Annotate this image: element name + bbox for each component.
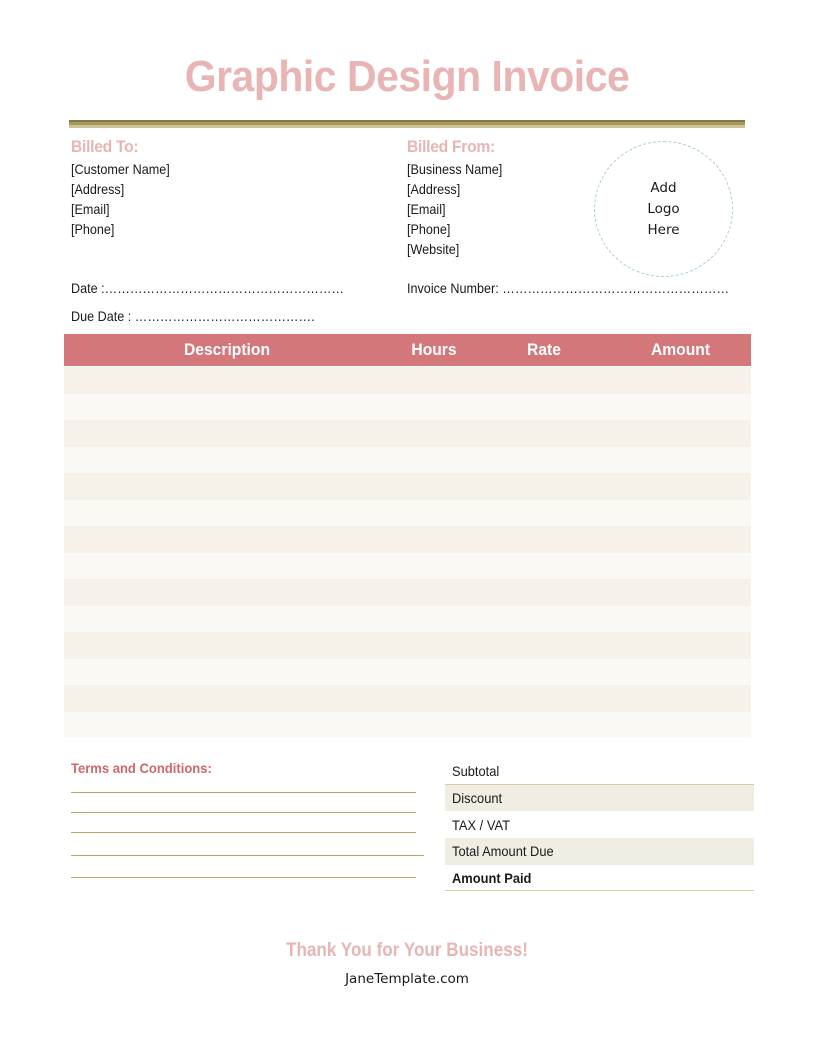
amount-paid-label: Amount Paid (452, 869, 532, 886)
subtotal-row[interactable] (445, 758, 754, 785)
terms-section (71, 760, 431, 776)
cell-rate[interactable] (478, 685, 610, 712)
cell-description[interactable] (64, 632, 390, 659)
terms-input-line[interactable] (71, 855, 424, 856)
table-row[interactable] (64, 632, 751, 659)
cell-description[interactable] (64, 606, 390, 633)
cell-hours[interactable] (390, 579, 478, 606)
business-address-field[interactable]: [Address] (407, 181, 461, 197)
table-row[interactable] (64, 579, 751, 606)
cell-amount[interactable] (610, 632, 751, 659)
logo-placeholder[interactable] (594, 141, 733, 277)
business-website-field[interactable]: [Website] (407, 241, 460, 257)
invoice-title: Graphic Design Invoice (184, 52, 630, 101)
column-header-rate: Rate (527, 340, 561, 359)
table-row[interactable] (64, 500, 751, 527)
cell-rate[interactable] (478, 473, 610, 500)
cell-rate[interactable] (478, 712, 610, 739)
table-header (64, 334, 751, 366)
cell-rate[interactable] (478, 553, 610, 580)
cell-amount[interactable] (610, 473, 751, 500)
terms-input-line[interactable] (71, 877, 416, 878)
cell-hours[interactable] (390, 526, 478, 553)
tax-vat-row[interactable] (445, 811, 754, 838)
cell-hours[interactable] (390, 447, 478, 474)
header-divider (69, 120, 745, 128)
cell-rate[interactable] (478, 526, 610, 553)
table-row[interactable] (64, 473, 751, 500)
total-amount-due-label: Total Amount Due (452, 843, 554, 860)
thank-you-message: Thank You for Your Business! (286, 940, 528, 961)
cell-description[interactable] (64, 685, 390, 712)
due-date-field[interactable]: Due Date : ……………………………………. (71, 308, 315, 324)
logo-placeholder-line: Here (647, 221, 680, 238)
cell-hours[interactable] (390, 712, 478, 739)
business-email-field[interactable]: [Email] (407, 201, 446, 217)
cell-description[interactable] (64, 500, 390, 527)
table-row[interactable] (64, 659, 751, 686)
cell-description[interactable] (64, 420, 390, 447)
cell-hours[interactable] (390, 394, 478, 421)
billed-to-section (71, 137, 181, 239)
cell-description[interactable] (64, 473, 390, 500)
terms-input-line[interactable] (71, 812, 416, 813)
cell-amount[interactable] (610, 367, 751, 394)
table-row[interactable] (64, 394, 751, 421)
customer-email-field[interactable]: [Email] (71, 201, 110, 217)
cell-rate[interactable] (478, 394, 610, 421)
table-row[interactable] (64, 526, 751, 553)
column-header-description: Description (183, 340, 271, 359)
cell-hours[interactable] (390, 606, 478, 633)
subtotal-label: Subtotal (452, 762, 500, 779)
cell-description[interactable] (64, 394, 390, 421)
cell-hours[interactable] (390, 659, 478, 686)
cell-amount[interactable] (610, 526, 751, 553)
column-header-amount: Amount (650, 340, 711, 359)
cell-hours[interactable] (390, 632, 478, 659)
cell-amount[interactable] (610, 500, 751, 527)
website-link[interactable]: JaneTemplate.com (345, 971, 469, 987)
cell-hours[interactable] (390, 685, 478, 712)
customer-phone-field[interactable]: [Phone] (71, 221, 115, 237)
business-name-field[interactable]: [Business Name] (407, 161, 503, 177)
cell-description[interactable] (64, 659, 390, 686)
cell-rate[interactable] (478, 632, 610, 659)
table-row[interactable] (64, 367, 751, 394)
invoice-number-field[interactable]: Invoice Number: ……………………………………………… (407, 280, 730, 296)
tax-vat-label: TAX / VAT (452, 816, 510, 833)
cell-rate[interactable] (478, 606, 610, 633)
cell-amount[interactable] (610, 579, 751, 606)
customer-name-field[interactable]: [Customer Name] (71, 161, 170, 177)
cell-description[interactable] (64, 553, 390, 580)
cell-amount[interactable] (610, 659, 751, 686)
table-row[interactable] (64, 685, 751, 712)
billed-from-section (407, 137, 513, 259)
cell-rate[interactable] (478, 447, 610, 474)
cell-rate[interactable] (478, 659, 610, 686)
cell-description[interactable] (64, 579, 390, 606)
billed-from-heading: Billed From: (407, 137, 495, 156)
cell-hours[interactable] (390, 367, 478, 394)
logo-placeholder-line: Add (650, 179, 677, 196)
discount-row[interactable] (445, 785, 754, 812)
table-row[interactable] (64, 447, 751, 474)
discount-label: Discount (452, 790, 503, 807)
terms-input-line[interactable] (71, 792, 416, 793)
line-items-table (64, 334, 751, 738)
cell-rate[interactable] (478, 420, 610, 447)
cell-amount[interactable] (610, 420, 751, 447)
cell-rate[interactable] (478, 579, 610, 606)
date-field[interactable]: Date :………………………………………………… (71, 280, 345, 296)
cell-description[interactable] (64, 712, 390, 739)
business-phone-field[interactable]: [Phone] (407, 221, 451, 237)
cell-hours[interactable] (390, 420, 478, 447)
billed-to-heading: Billed To: (71, 137, 139, 156)
cell-hours[interactable] (390, 553, 478, 580)
cell-rate[interactable] (478, 500, 610, 527)
table-row[interactable] (64, 606, 751, 633)
cell-description[interactable] (64, 526, 390, 553)
logo-placeholder-line: Logo (647, 200, 680, 217)
table-row[interactable] (64, 553, 751, 580)
table-row[interactable] (64, 712, 751, 739)
cell-amount[interactable] (610, 447, 751, 474)
cell-amount[interactable] (610, 394, 751, 421)
customer-address-field[interactable]: [Address] (71, 181, 125, 197)
cell-amount[interactable] (610, 606, 751, 633)
table-row[interactable] (64, 420, 751, 447)
cell-rate[interactable] (478, 367, 610, 394)
total-amount-due-row[interactable] (445, 838, 754, 865)
amount-paid-row[interactable] (445, 865, 754, 892)
cell-description[interactable] (64, 367, 390, 394)
cell-amount[interactable] (610, 553, 751, 580)
cell-hours[interactable] (390, 500, 478, 527)
terms-input-line[interactable] (71, 832, 416, 833)
totals-section (445, 758, 754, 891)
cell-hours[interactable] (390, 473, 478, 500)
cell-amount[interactable] (610, 712, 751, 739)
column-header-hours: Hours (411, 340, 457, 359)
cell-description[interactable] (64, 447, 390, 474)
cell-amount[interactable] (610, 685, 751, 712)
table-body (64, 367, 751, 738)
terms-heading: Terms and Conditions: (71, 760, 212, 776)
